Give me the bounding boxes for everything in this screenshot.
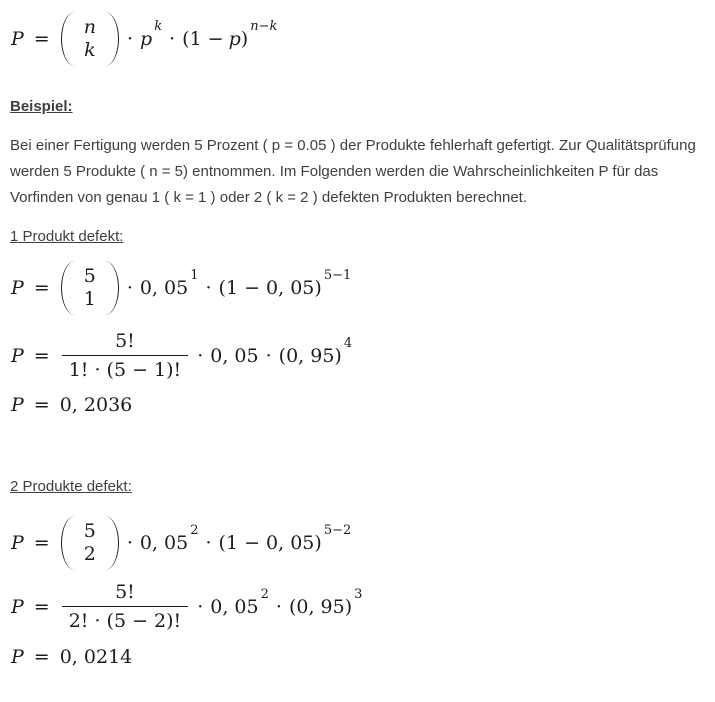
cdot-operator: · bbox=[126, 28, 134, 50]
example-heading: Beispiel: bbox=[10, 98, 73, 115]
factor-exponent: 5−2 bbox=[323, 522, 352, 538]
factor-base: 0, 05 bbox=[210, 596, 259, 618]
case2-heading: 2 Produkte defekt: bbox=[10, 478, 132, 495]
math-var-P: P bbox=[11, 394, 24, 416]
case1-fraction-formula bbox=[11, 330, 709, 382]
cdot-operator: · bbox=[205, 532, 212, 554]
equals-sign: = bbox=[33, 345, 50, 367]
cdot-operator: · bbox=[275, 596, 282, 618]
example-paragraph: Bei einer Fertigung werden 5 Prozent ( p = 0.05 ) der Produkte fehlerhaft gefertigt. Zur Qualitätsprüfung werden 5 Produkte ( n = 5) entnommen. Im Folgenden werden die Wahrscheinlichkeiten P für das Vorfinden von genau 1 ( k = 1 ) oder 2 ( k = 2 ) defekten Produkten berechnet. bbox=[10, 137, 696, 206]
cdot-operator: · bbox=[169, 28, 176, 50]
fraction-denominator: 2! · (5 − 2)! bbox=[62, 606, 188, 633]
factor-p-pow-k bbox=[140, 18, 163, 50]
factor-exponent: 1 bbox=[190, 267, 199, 283]
factor-close: ) bbox=[240, 28, 249, 50]
fraction-numerator: 5! bbox=[115, 330, 135, 352]
binom-bottom: 2 bbox=[83, 543, 96, 565]
factor-base: (0, 95) bbox=[278, 345, 342, 367]
factor-exponent: 5−1 bbox=[323, 267, 352, 283]
factor-q-term bbox=[278, 335, 353, 367]
left-paren bbox=[61, 12, 75, 66]
fraction bbox=[62, 581, 188, 633]
equals-sign: = bbox=[33, 532, 50, 554]
factor-exponent: 2 bbox=[260, 586, 269, 602]
factor-one-minus-p-term bbox=[218, 267, 352, 299]
binom-bottom: k bbox=[84, 39, 96, 61]
factor-one-minus-p-term bbox=[218, 522, 352, 554]
fraction-denominator: 1! · (5 − 1)! bbox=[62, 355, 188, 382]
binom-bottom: 1 bbox=[83, 288, 96, 310]
math-var-P: P bbox=[11, 277, 24, 299]
formula-binomial-general bbox=[11, 12, 709, 66]
binom-top: n bbox=[83, 16, 96, 38]
binom-stack bbox=[75, 16, 105, 62]
math-var-P: P bbox=[11, 596, 24, 618]
binom-stack bbox=[75, 265, 105, 311]
math-var-P: P bbox=[11, 345, 24, 367]
binom-stack bbox=[75, 520, 105, 566]
factor-base: (0, 95) bbox=[288, 596, 353, 618]
equals-sign: = bbox=[33, 394, 50, 416]
factor-base: 0, 05 bbox=[139, 277, 189, 299]
factor-p-term bbox=[139, 522, 199, 554]
factor-base: (1 − 0, 05) bbox=[218, 532, 322, 554]
binomial-coefficient bbox=[61, 261, 119, 315]
factor-base: (1 − 0, 05) bbox=[218, 277, 322, 299]
factor-p-term: 0, 05 bbox=[210, 345, 259, 367]
case1-heading: 1 Produkt defekt: bbox=[10, 228, 124, 245]
left-paren bbox=[61, 516, 75, 570]
case2-result bbox=[11, 646, 709, 668]
binomial-coefficient bbox=[61, 516, 119, 570]
fraction bbox=[62, 330, 188, 382]
cdot-operator: · bbox=[197, 345, 204, 367]
case2-binom-formula bbox=[11, 516, 709, 570]
binom-top: 5 bbox=[83, 520, 96, 542]
equals-sign: = bbox=[33, 596, 50, 618]
factor-exponent: k bbox=[154, 18, 163, 34]
cdot-operator: · bbox=[126, 277, 133, 299]
equals-sign: = bbox=[33, 277, 50, 299]
left-paren bbox=[61, 261, 75, 315]
math-var-P: P bbox=[11, 646, 24, 668]
result-value: 0, 0214 bbox=[59, 646, 133, 668]
cdot-operator: · bbox=[197, 596, 204, 618]
factor-exponent: 2 bbox=[190, 522, 199, 538]
factor-var: p bbox=[228, 28, 241, 50]
cdot-operator: · bbox=[126, 532, 133, 554]
fraction-numerator: 5! bbox=[115, 581, 135, 603]
factor-p-term bbox=[210, 586, 269, 618]
result-value: 0, 2036 bbox=[59, 394, 133, 416]
math-var-P: P bbox=[11, 28, 24, 50]
right-paren bbox=[105, 516, 119, 570]
factor-q-term bbox=[288, 586, 363, 618]
equals-sign: = bbox=[33, 646, 50, 668]
binom-top: 5 bbox=[83, 265, 96, 287]
factor-base: 0, 05 bbox=[139, 532, 189, 554]
right-paren bbox=[105, 261, 119, 315]
factor-exponent: n−k bbox=[250, 18, 278, 34]
cdot-operator: · bbox=[265, 345, 272, 367]
factor-exponent: 4 bbox=[343, 335, 353, 351]
right-paren bbox=[105, 12, 119, 66]
case2-fraction-formula bbox=[11, 581, 709, 633]
cdot-operator: · bbox=[205, 277, 212, 299]
binomial-coefficient bbox=[61, 12, 119, 66]
math-var-P: P bbox=[11, 532, 24, 554]
factor-base: p bbox=[140, 28, 153, 50]
equals-sign: = bbox=[33, 28, 50, 50]
case1-result bbox=[11, 394, 709, 416]
factor-one-minus-p bbox=[182, 18, 278, 50]
factor-open: (1 − bbox=[182, 28, 224, 50]
factor-p-term bbox=[139, 267, 199, 299]
case1-binom-formula bbox=[11, 261, 709, 315]
factor-exponent: 3 bbox=[354, 586, 363, 602]
